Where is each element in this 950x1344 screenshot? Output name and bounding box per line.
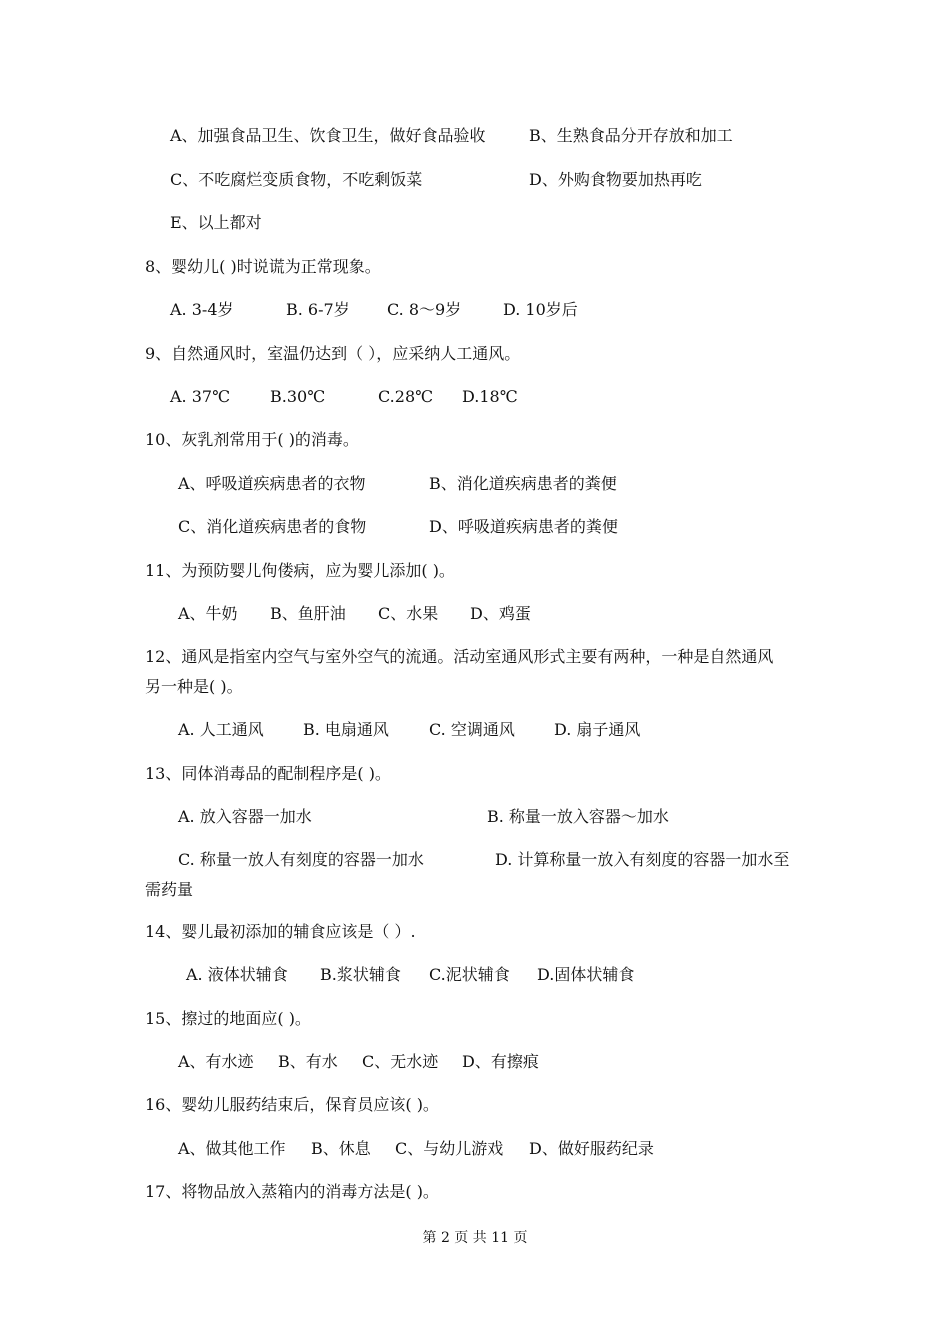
- q11-option-d: D、鸡蛋: [470, 604, 531, 623]
- q14-option-d: D.固体状辅食: [537, 965, 635, 984]
- q10-option-b: B、消化道疾病患者的粪便: [429, 474, 617, 493]
- q9-option-c: C.28℃: [378, 387, 434, 406]
- q16-stem: 16、婴幼儿服药结束后，保育员应该( )。: [145, 1095, 439, 1114]
- q10-option-c: C、消化道疾病患者的食物: [178, 517, 367, 536]
- q12-option-b: B. 电扇通风: [303, 720, 389, 739]
- q8-option-a: A. 3-4岁: [170, 300, 234, 319]
- q16-option-b: B、休息: [311, 1139, 371, 1158]
- q11-option-c: C、水果: [378, 604, 439, 623]
- q10-option-d: D、呼吸道疾病患者的粪便: [429, 517, 618, 536]
- q14-stem: 14、婴儿最初添加的辅食应该是（ ）.: [145, 922, 416, 941]
- q9-option-a: A. 37℃: [170, 387, 230, 406]
- q13-option-b: B. 称量一放入容器～加水: [487, 807, 669, 826]
- q8-option-b: B. 6-7岁: [286, 300, 350, 319]
- q10-option-a: A、呼吸道疾病患者的衣物: [178, 474, 366, 493]
- q15-stem: 15、擦过的地面应( )。: [145, 1009, 311, 1028]
- q13-option-a: A. 放入容器一加水: [178, 807, 312, 826]
- q12-stem-line1: 12、通风是指室内空气与室外空气的流通。活动室通风形式主要有两种，一种是自然通风: [145, 647, 774, 666]
- q12-option-d: D. 扇子通风: [554, 720, 641, 739]
- q12-stem-line2: 另一种是( )。: [145, 677, 243, 696]
- q13-option-c: C. 称量一放人有刻度的容器一加水: [178, 850, 424, 869]
- q8-option-d: D. 10岁后: [503, 300, 578, 319]
- page-number: 第 2 页 共 11 页: [422, 1230, 528, 1246]
- q13-option-d-line1: D. 计算称量一放入有刻度的容器一加水至: [495, 850, 790, 869]
- q11-stem: 11、为预防婴儿佝偻病，应为婴儿添加( )。: [145, 561, 455, 580]
- q14-option-b: B.浆状辅食: [320, 965, 401, 984]
- q7-option-c: C、不吃腐烂变质食物，不吃剩饭菜: [170, 170, 423, 189]
- q7-option-a: A、加强食品卫生、饮食卫生，做好食品验收: [170, 126, 486, 145]
- q11-option-b: B、鱼肝油: [270, 604, 346, 623]
- q16-option-d: D、做好服药纪录: [529, 1139, 654, 1158]
- q12-option-a: A. 人工通风: [178, 720, 264, 739]
- q15-option-c: C、无水迹: [362, 1052, 439, 1071]
- q13-option-d-line2: 需药量: [145, 880, 194, 899]
- q15-option-a: A、有水迹: [178, 1052, 254, 1071]
- q9-option-d: D.18℃: [462, 387, 518, 406]
- q11-option-a: A、牛奶: [178, 604, 238, 623]
- q16-option-c: C、与幼儿游戏: [395, 1139, 504, 1158]
- q8-option-c: C. 8～9岁: [387, 300, 462, 319]
- q7-option-d: D、外购食物要加热再吃: [529, 170, 702, 189]
- q14-option-c: C.泥状辅食: [429, 965, 510, 984]
- q9-option-b: B.30℃: [270, 387, 326, 406]
- q7-option-b: B、生熟食品分开存放和加工: [529, 126, 733, 145]
- q7-option-e: E、以上都对: [170, 213, 262, 232]
- q13-stem: 13、同体消毒品的配制程序是( )。: [145, 764, 391, 783]
- q15-option-d: D、有擦痕: [462, 1052, 539, 1071]
- q17-stem: 17、将物品放入蒸箱内的消毒方法是( )。: [145, 1182, 439, 1201]
- q14-option-a: A. 液体状辅食: [186, 965, 288, 984]
- q10-stem: 10、灰乳剂常用于( )的消毒。: [145, 430, 359, 449]
- q12-option-c: C. 空调通风: [429, 720, 515, 739]
- q15-option-b: B、有水: [278, 1052, 338, 1071]
- q8-stem: 8、婴幼儿( )时说谎为正常现象。: [145, 257, 381, 276]
- q16-option-a: A、做其他工作: [178, 1139, 286, 1158]
- q9-stem: 9、自然通风时，室温仍达到（ ），应采纳人工通风。: [145, 344, 521, 363]
